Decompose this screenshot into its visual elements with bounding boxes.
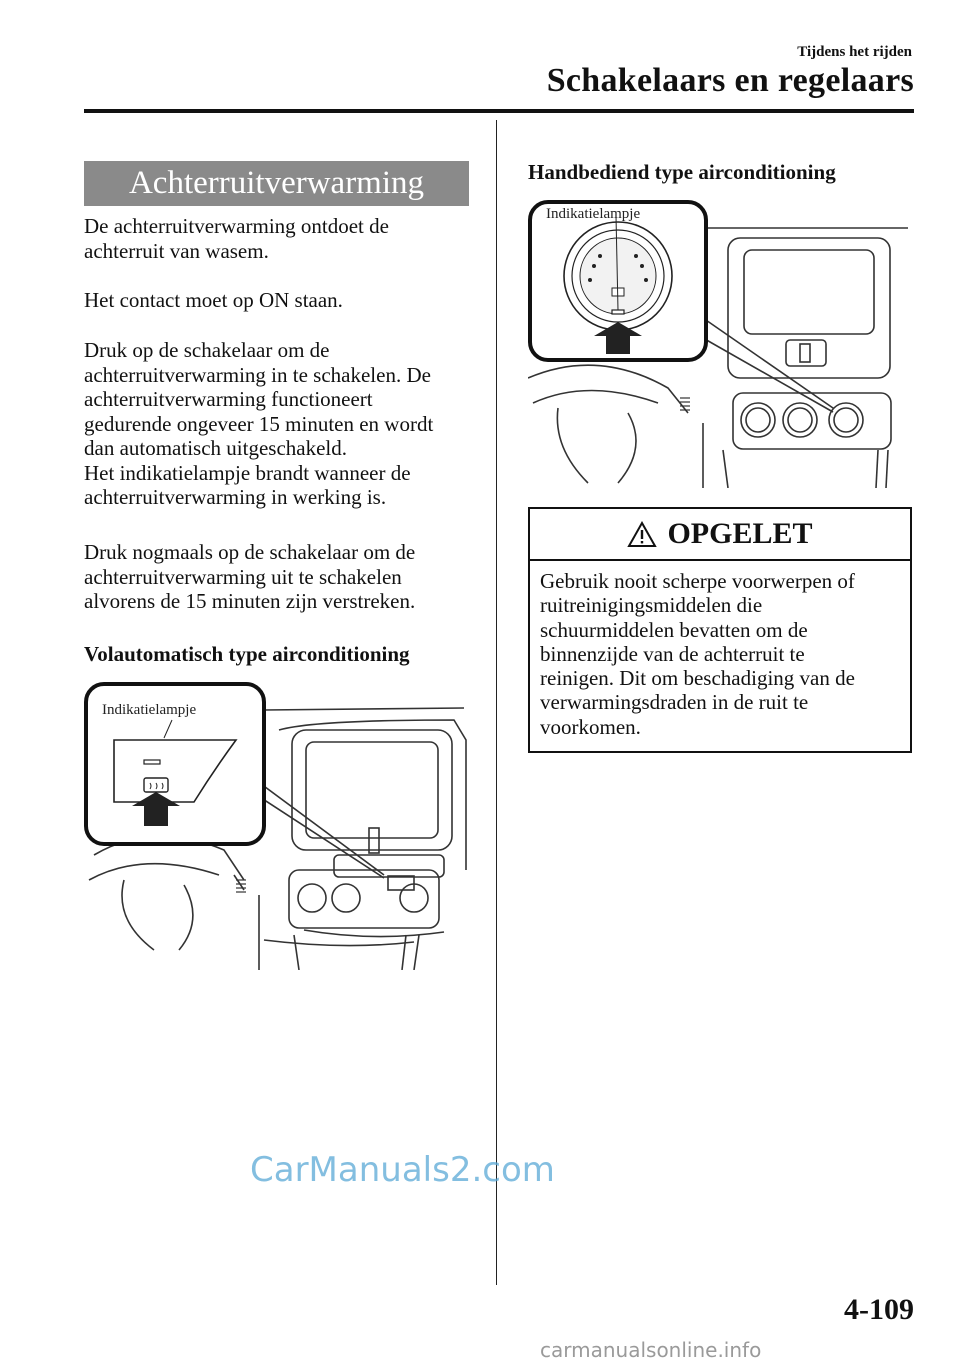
indicator-label-auto: Indikatielampje <box>102 702 197 718</box>
figure-auto-ac <box>84 680 469 970</box>
figure-manual-ac <box>528 198 913 488</box>
dashboard-illustration-manual <box>528 198 913 488</box>
header-rule <box>84 109 914 113</box>
figure-heading-auto: Volautomatisch type airconditioning <box>84 642 410 666</box>
dashboard-illustration <box>84 680 469 970</box>
paragraph-switch-off: Druk nogmaals op de schakelaar om de achterruitverwarming uit te schakelen alvorens de 15 minuten zijn verstreken. <box>84 540 416 613</box>
caution-header <box>530 509 910 561</box>
paragraph-intro: De achterruitverwarming ontdoet de achterruit van wasem. <box>84 214 389 263</box>
chapter-subtitle: Tijdens het rijden <box>797 44 912 60</box>
page-number: 4-109 <box>844 1293 914 1326</box>
paragraph-switch-on: Druk op de schakelaar om de achterruitverwarming in te schakelen. De achterruitverwarming functioneert gedurende ongeveer 15 minuten en wordt dan automatisch uitgeschakeld. Het indikatielampje brandt wanneer de achterruitverwarming in werking is. <box>84 338 434 509</box>
indicator-label-manual: Indikatielampje <box>546 206 641 222</box>
column-divider <box>496 120 497 1285</box>
footer-url: carmanualsonline.info <box>540 1338 762 1362</box>
caution-box <box>528 507 912 753</box>
chapter-title: Schakelaars en regelaars <box>546 62 914 99</box>
warning-triangle-icon <box>627 521 657 548</box>
caution-text: Gebruik nooit scherpe voorwerpen of ruitreinigingsmiddelen die schuurmiddelen bevatten om de binnenzijde van de achterruit te reinigen. Dit om beschadiging van de verwarmingsdraden in de ruit te voorkomen. <box>540 569 855 739</box>
figure-heading-manual: Handbediend type airconditioning <box>528 160 836 184</box>
paragraph-ignition: Het contact moet op ON staan. <box>84 288 343 312</box>
section-title: Achterruitverwarming <box>84 161 469 206</box>
caution-title: OPGELET <box>667 517 813 550</box>
watermark: CarManuals2.com <box>250 1150 555 1190</box>
